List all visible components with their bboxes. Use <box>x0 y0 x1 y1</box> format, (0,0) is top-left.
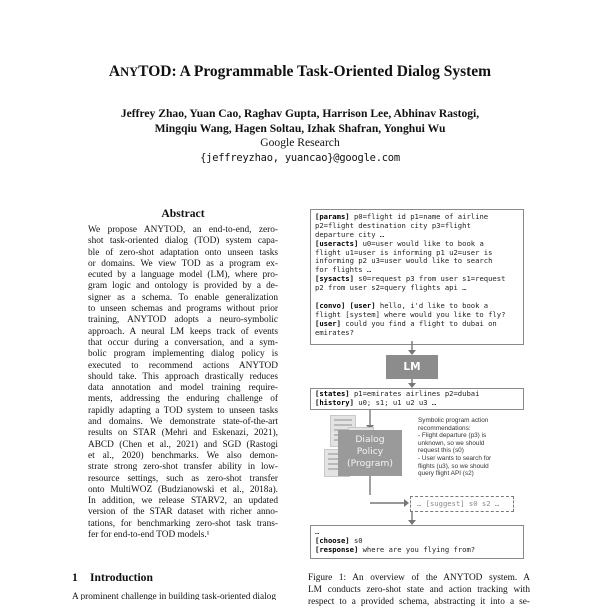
suggest-box: … [suggest] s0 s2 … <box>410 496 514 512</box>
abstract-line: version of the STAR dataset with richer anno- <box>88 507 278 518</box>
figure-text-line <box>315 399 519 408</box>
figure-text: hello, i'd like to book a <box>375 300 489 310</box>
lm-box: LM <box>386 355 438 379</box>
section-title: Introduction <box>90 571 153 584</box>
title-any-ny: NY <box>120 65 139 79</box>
annotation-line: flights (u3), so we should <box>418 462 489 470</box>
abstract-line: training, ANYTOD adopts a neuro-symbolic <box>88 315 278 326</box>
annotation-line: - Flight departure (p3) is <box>418 432 487 440</box>
caption-line: Figure 1: An overview of the ANYTOD system. A <box>308 573 530 583</box>
figure-text: … <box>315 527 320 536</box>
abstract-line: gram logic and ontology is provided by a de- <box>88 281 278 292</box>
figure-text: could you find a flight to dubai on <box>340 318 497 328</box>
figure-text: s0=request p3 from user s1=request <box>353 274 506 284</box>
figure-text: p2=flight destination city p3=flight <box>315 220 471 230</box>
annotation-line: - User wants to search for <box>418 454 492 462</box>
figure-tag: [states] <box>315 389 350 398</box>
abstract-line: signer as a schema. To enable generalization <box>88 292 278 303</box>
figure-tag: [params] <box>315 212 350 221</box>
abstract-line: et al., 2020) benchmarks. We also demon- <box>88 450 278 461</box>
abstract-body <box>88 225 278 541</box>
authors-line-2: Mingqiu Wang, Hagen Soltau, Izhak Shafran, Yonghui Wu <box>154 122 446 135</box>
title-rest: : A Programmable Task-Oriented Dialog System <box>171 63 492 80</box>
abstract-line: to unseen schemas and programs without prior <box>88 304 278 315</box>
policy-label-2: Policy <box>356 446 384 457</box>
abstract-line: ments, addressing the enduring challenge of <box>88 394 278 405</box>
abstract-line: In addition, we release STARV2, an updated <box>88 496 278 507</box>
section-heading <box>72 571 153 584</box>
figure-tag: [response] <box>315 544 359 554</box>
authors-line-1: Jeffrey Zhao, Yuan Cao, Raghav Gupta, Harrison Lee, Abhinav Rastogi, <box>120 107 480 120</box>
figure-text: for flights … <box>315 265 372 275</box>
abstract-line: executed to recommend actions ANYTOD <box>88 360 278 371</box>
arrowhead-to-suggest-box <box>404 499 409 507</box>
figure-text: where are you flying from? <box>358 544 476 554</box>
abstract-line: and domains. We demonstrate state-of-the-art <box>88 417 278 428</box>
figure-1 <box>308 205 530 563</box>
paper-title <box>0 63 600 81</box>
figure-text: p2 from user s2=query flights api … <box>315 283 467 293</box>
figure-caption <box>308 572 530 608</box>
annotation-line: query flight API (s2) <box>418 470 474 478</box>
abstract-line: onto MultiWOZ (Budzianowski et al., 2018a). <box>88 484 278 495</box>
section-number: 1 <box>72 571 78 584</box>
affiliation: Google Research <box>260 136 340 149</box>
abstract-line: ecuted by a language model (LM), where pro- <box>88 270 278 281</box>
figure-text: departure city … <box>315 229 385 239</box>
annotation-line: request this (s0) <box>418 447 464 455</box>
abstract-line: data annotation and model training require- <box>88 383 278 394</box>
annotation-line: recommendations: <box>418 424 471 432</box>
abstract-heading: Abstract <box>161 207 205 220</box>
abstract-line: resource settings, such as zero-shot transfer <box>88 473 278 484</box>
annotation-line: Symbolic program action <box>418 417 489 424</box>
author-email: {jeffreyzhao, yuancao}@google.com <box>200 152 400 164</box>
abstract-line: strate strong zero-shot transfer ability in low- <box>88 462 278 473</box>
abstract-line: results on STAR (Mehri and Eskenazi, 2021), <box>88 428 278 439</box>
title-tod: TOD <box>138 63 172 80</box>
figure-states-box <box>310 388 524 410</box>
abstract-line: fer for end-to-end TOD models.¹ <box>88 530 210 541</box>
abstract-line: that occur during a conversation, and a sym- <box>88 337 278 348</box>
abstract-line: rapidly adapting a TOD system to unseen tasks <box>88 405 278 416</box>
figure-text: s0 <box>349 535 363 545</box>
policy-annotation <box>418 417 528 478</box>
figure-text: p1=emirates airlines p2=dubai <box>349 389 480 398</box>
abstract-line: ABCD (Chen et al., 2021) and SGD (Rastogi <box>88 439 278 450</box>
figure-text: emirates? <box>315 327 354 337</box>
abstract-line: shot task-oriented dialog (TOD) system capa- <box>88 236 278 247</box>
abstract-line: tations, for benchmarking zero-shot task trans- <box>88 518 278 529</box>
dialog-policy-box <box>338 430 402 476</box>
annotation-line: unknown, so we should <box>418 439 485 447</box>
abstract-line: approach. A neural LM keeps track of events <box>88 326 278 337</box>
figure-text: flight [system] where would you like to fly? <box>315 309 506 319</box>
abstract-line: We propose ANYTOD, an end-to-end, zero- <box>88 225 278 235</box>
figure-tag: [sysacts] <box>315 274 354 284</box>
figure-text: flight u1=user is informing p1 u2=user is <box>315 247 493 257</box>
figure-text: u0; s1; u1 u2 u3 … <box>353 397 437 407</box>
figure-text: p0=flight id p1=name of airline <box>349 212 489 221</box>
figure-tag: [choose] <box>315 535 350 545</box>
caption-line: LM conducts zero-shot state and action tracking with <box>308 585 530 595</box>
authors <box>60 106 540 136</box>
abstract-line: bolic program implementing dialog policy is <box>88 349 278 360</box>
figure-text: informing p2 u3=user would like to search <box>315 256 493 266</box>
figure-tag: [convo] [user] <box>315 300 376 310</box>
figure-text: u0=user would like to book a <box>358 238 484 248</box>
title-any-a: A <box>108 63 121 80</box>
figure-tag: [user] <box>315 318 341 328</box>
policy-label-1: Dialog <box>355 434 385 445</box>
policy-label-3: (Program) <box>347 458 393 469</box>
caption-line: respect to a provided schema, abstracting it into a se- <box>308 597 530 607</box>
abstract-line: or domains. We view TOD as a program ex- <box>88 258 278 269</box>
figure-tag: [useracts] <box>315 238 359 248</box>
figure-text-line <box>315 546 519 555</box>
figure-tag: [history] <box>315 397 354 407</box>
section-body-start: A prominent challenge in building task-oriented dialog <box>72 592 276 600</box>
abstract-line: should take. This approach drastically reduces <box>88 371 278 382</box>
abstract-line: ble of zero-shot adaptation onto unseen tasks <box>88 247 278 258</box>
figure-output-box <box>310 525 524 559</box>
